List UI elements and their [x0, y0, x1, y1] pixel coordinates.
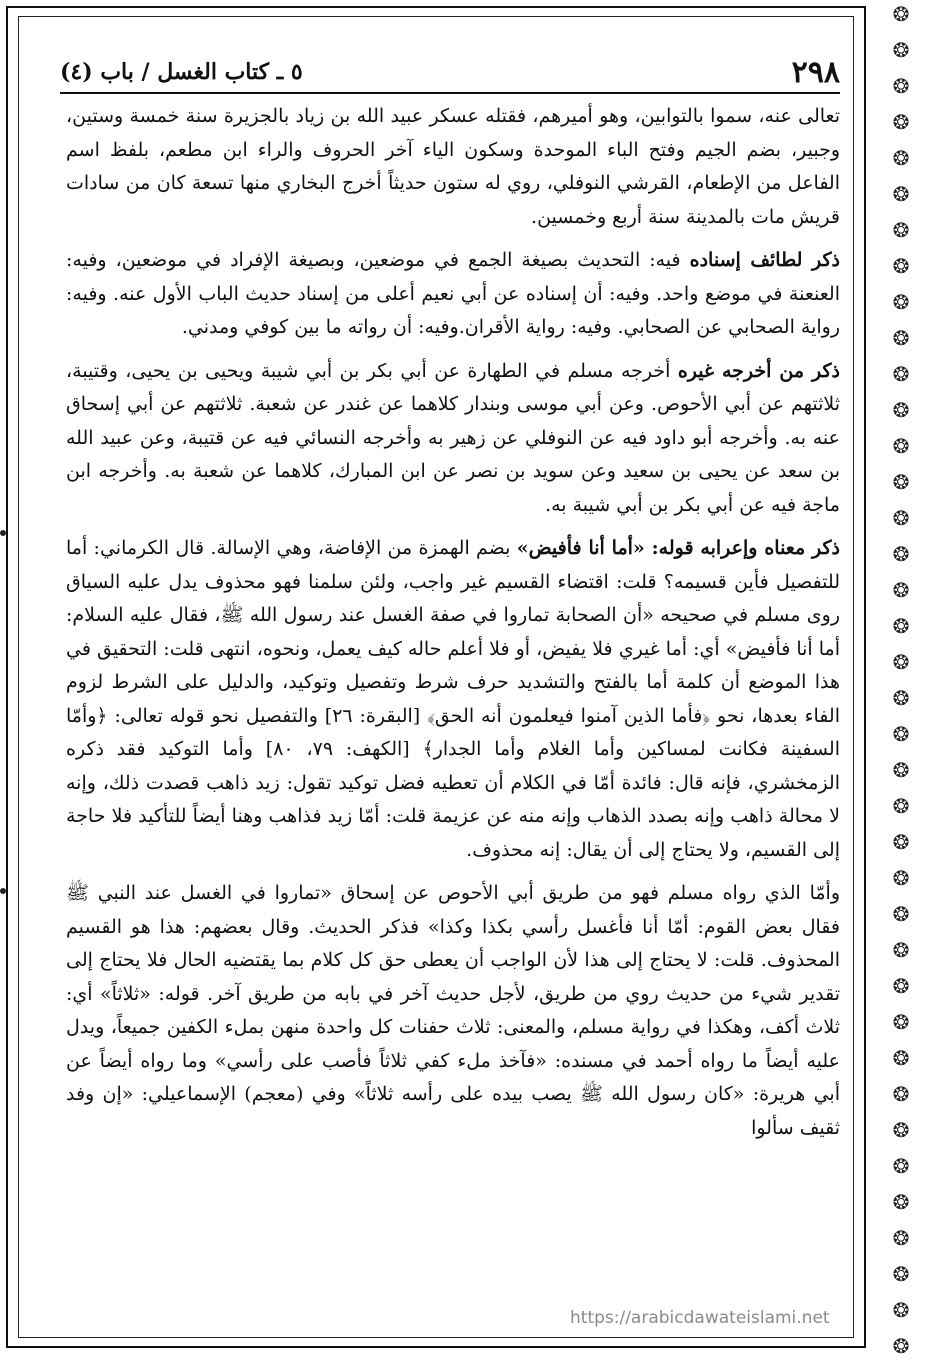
ornament-icon: ❂	[892, 254, 910, 278]
ornament-icon: ❂	[892, 1046, 910, 1070]
chapter-title: ٥ ـ كتاب الغسل / باب (٤)	[60, 59, 303, 85]
ornament-icon: ❂	[892, 1154, 910, 1178]
ornament-icon: ❂	[892, 794, 910, 818]
paragraph-text: وأمّا الذي رواه مسلم فهو من طريق أبي الأحوص عن إسحاق «تماروا في الغسل عند النبي ﷺ فقال بعض القوم: أمّا أنا فأغسل رأسي بكذا وكذا» فذكر الحديث. وقال بعضهم: هذا هو القسيم المحذوف. قلت: لا يحتاج إلى هذا لأن الواجب أن يعطى حق كل كلام بما يقتضيه الحال فلا يحتاج إلى تقدير شيء من حديث روي من طريق، لأجل حديث آخر في بابه من طريق آخر. قوله: «ثلاثاً» أي: ثلاث أكف، وهكذا في رواية مسلم، والمعنى: ثلاث حفنات كل واحدة منهن بملء الكفين جميعاً، ويدل عليه أيضاً ما رواه أحمد في مسنده: «فآخذ ملء كفي ثلاثاً فأصب على رأسي» وما رواه أيضاً عن أبي هريرة: «كان رسول الله ﷺ يصب بيده على رأسه ثلاثاً» وفي (معجم) الإسماعيلي: «إن وفد ثقيف سألوا	[66, 882, 840, 1139]
ornament-icon: ❂	[892, 110, 910, 134]
ornament-icon: ❂	[892, 506, 910, 530]
scan-dot	[0, 888, 6, 894]
ornament-icon: ❂	[892, 326, 910, 350]
section-heading: ذكر من أخرجه غيره	[677, 359, 840, 382]
page-header	[60, 52, 840, 94]
ornament-icon: ❂	[892, 1334, 910, 1358]
ornament-icon: ❂	[892, 470, 910, 494]
page-number: ٢٩٨	[791, 54, 840, 90]
ornament-icon: ❂	[892, 38, 910, 62]
ornament-icon: ❂	[892, 362, 910, 386]
paragraph-text: فيه: التحديث بصيغة الجمع في موضعين، وبصيغة الإفراد في موضعين، وفيه: العنعنة في موضع واحد. وفيه: أن إسناده عن أبي نعيم أعلى من إسناد حديث الباب الأول عنه. وفيه: رواية الصحابي عن الصحابي. وفيه: رواية الأقران.وفيه: أن رواته ما بين كوفي ومدني.	[66, 249, 840, 338]
ornament-icon: ❂	[892, 830, 910, 854]
scan-dot	[0, 530, 6, 536]
ornament-icon: ❂	[892, 1118, 910, 1142]
ornament-icon: ❂	[892, 146, 910, 170]
paragraph	[66, 355, 840, 523]
ornament-icon: ❂	[892, 974, 910, 998]
paragraph	[66, 532, 840, 867]
ornament-icon: ❂	[892, 74, 910, 98]
ornamental-border	[870, 4, 932, 1356]
ornament-icon: ❂	[892, 1010, 910, 1034]
ornament-icon: ❂	[892, 1190, 910, 1214]
paragraph-text: تعالى عنه، سموا بالتوابين، وهو أميرهم، فقتله عسكر عبيد الله بن زياد بالجزيرة سنة خمسة وستين، وجبير، بضم الجيم وفتح الباء الموحدة وسكون الياء آخر الحروف والراء ابن مطعم، بلفظ اسم الفاعل من الإطعام، القرشي النوفلي، روي له ستون حديثاً أخرج البخاري منها تسعة كان من سادات قريش مات بالمدينة سنة أربع وخمسين.	[66, 105, 841, 228]
ornament-icon: ❂	[892, 614, 910, 638]
ornament-icon: ❂	[892, 758, 910, 782]
ornament-icon: ❂	[892, 1298, 910, 1322]
ornament-icon: ❂	[892, 686, 910, 710]
paragraph	[66, 100, 840, 234]
ornament-icon: ❂	[892, 866, 910, 890]
paragraph	[66, 877, 840, 1145]
ornament-icon: ❂	[892, 1262, 910, 1286]
ornament-icon: ❂	[892, 902, 910, 926]
ornament-icon: ❂	[892, 290, 910, 314]
ornament-icon: ❂	[892, 578, 910, 602]
ornament-icon: ❂	[892, 722, 910, 746]
section-heading: ذكر لطائف إسناده	[689, 249, 840, 271]
ornament-icon: ❂	[892, 542, 910, 566]
ornament-icon: ❂	[892, 218, 910, 242]
paragraph-text: بضم الهمزة من الإفاضة، وهي الإسالة. قال الكرماني: أما للتفصيل فأين قسيمه؟ قلت: اقتضاء القسيم غير واجب، ولئن سلمنا فهو محذوف يدل عليه السياق روى مسلم في صحيحه «أن الصحابة تماروا في صفة الغسل عند رسول الله ﷺ، فقال عليه السلام: أما أنا فأفيض» أي: أما غيري فلا يفيض، أو فلا أعلم حاله كيف يعمل، ونحوه، انتهى قلت: التحقيق في هذا الموضع أن كلمة أما بالفتح والتشديد حرف شرط وتفصيل وتوكيد، والدليل على الشرط لزوم الفاء بعدها، نحو ﴿فأما الذين آمنوا فيعلمون أنه الحق﴾ [البقرة: ٢٦] والتفصيل نحو قوله تعالى: ﴿وأمّا السفينة فكانت لمساكين وأما الغلام وأما الجدار﴾ [الكهف: ٧٩، ٨٠] وأما التوكيد فقد ذكره الزمخشري، فإنه قال: فائدة أمّا في الكلام أن تعطيه فضل توكيد تقول: زيد ذاهب قصدت ذلك، وإنه لا محالة ذاهب وإنه بصدد الذهاب وإنه منه عن عزيمة قلت: أمّا زيد فذاهب وهنا أيضاً للتأكيد فلا حاجة إلى القسيم، ولا يحتاج إلى أن يقال: إنه محذوف.	[66, 537, 841, 861]
ornament-icon: ❂	[892, 650, 910, 674]
ornament-icon: ❂	[892, 182, 910, 206]
ornament-icon: ❂	[892, 1082, 910, 1106]
watermark-url: https://arabicdawateislami.net	[570, 1308, 830, 1328]
section-heading: ذكر معناه وإعرابه قوله: «أما أنا فأفيض»	[516, 537, 841, 559]
page-body	[66, 100, 840, 1151]
ornament-icon: ❂	[892, 2, 910, 26]
paragraph-text: أخرجه مسلم في الطهارة عن أبي بكر بن أبي شيبة ويحيى بن يحيى، وقتيبة، ثلاثتهم عن أبي الأحوص. وعن أبي موسى وبندار كلاهما عن غندر عن شعبة. ثلاثتهم عن أبي إسحاق عنه به. وأخرجه أبو داود فيه عن النوفلي عن زهير به وأخرجه النسائي فيه عن قتيبة، وعن عبيد الله بن سعد عن يحيى بن سعيد وعن سويد بن نصر عن ابن المبارك، كلاهما عن شعبة به. وأخرجه ابن ماجة فيه عن أبي بكر بن أبي شيبة به.	[66, 359, 840, 516]
ornament-icon: ❂	[892, 938, 910, 962]
paragraph	[66, 244, 840, 345]
ornament-icon: ❂	[892, 398, 910, 422]
ornament-icon: ❂	[892, 434, 910, 458]
ornament-icon: ❂	[892, 1226, 910, 1250]
